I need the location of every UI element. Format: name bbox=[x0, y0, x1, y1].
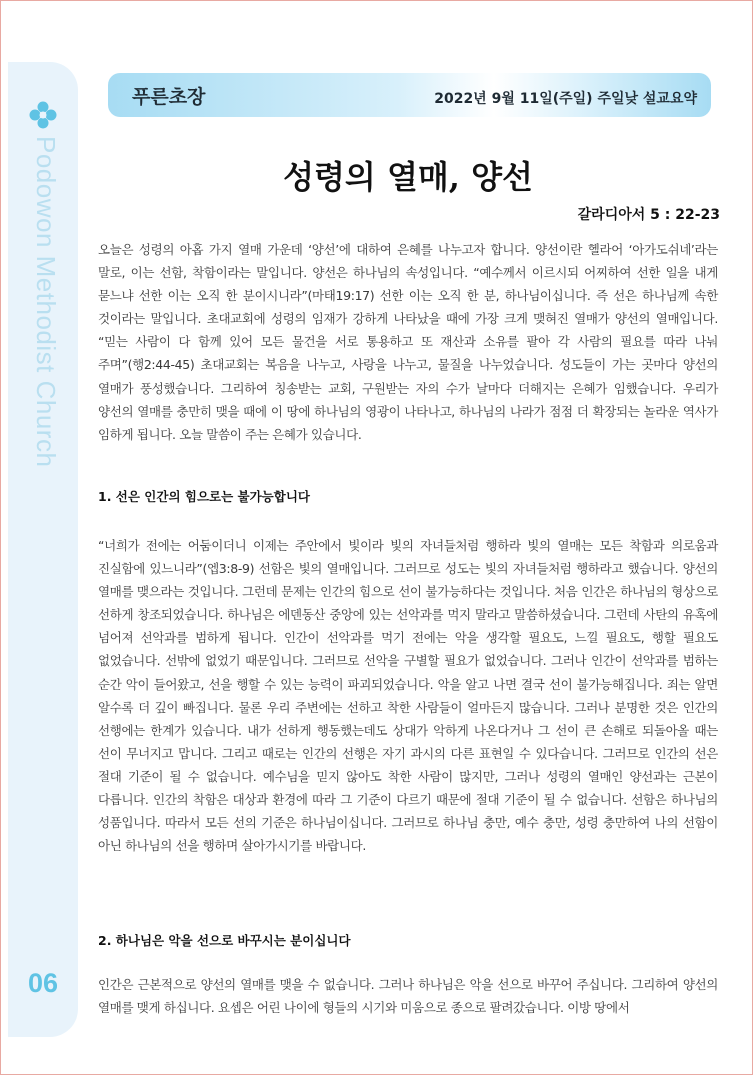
sermon-title: 성령의 열매, 양선 bbox=[283, 158, 533, 196]
intro-paragraph: 오늘은 성령의 아홉 가지 열매 가운데 ‘양선’에 대하여 은혜를 나누고자 합니다. 양선이란 헬라어 ‘아가도쉬네’라는 말로, 이는 선함, 착함이라는 말입니다. 양선은 하나님의 속성입니다. “예수께서 이르시되 어찌하여 선한 일을 내게 묻느냐 선한 이는 오직 한 분이시니라”(마태19:17) 선한 이는 오직 한 분, 하나님이십니다. 즉 선은 하나님께 속한 것이라는 말입니다. 초대교회에 성령의 임재가 강하게 나타났을 때에 가장 크게 맺혀진 열매가 양선의 열매입니다. “믿는 사람이 다 함께 있어 모든 물건을 서로 통용하고 또 재산과 소유를 팔아 각 사람의 필요를 따라 나눠 주며”(행2:44-45) 초대교회는 복음을 나누고, 사랑을 나누고, 물질을 나누었습니다. 성도들이 가는 곳마다 양선의 열매가 풍성했습니다. 그리하여 칭송받는 교회, 구원받는 자의 수가 날마다 더해지는 은혜가 임했습니다. 우리가 양선의 열매를 충만히 맺을 때에 이 땅에 하나님의 영광이 나타나고, 하나님의 나라가 점점 더 확장되는 놀라운 역사가 임하게 됩니다. 오늘 말씀이 주는 은혜가 있습니다. bbox=[98, 242, 718, 442]
church-name: Podowon Methodist Church bbox=[31, 136, 61, 468]
header-bar bbox=[108, 73, 711, 117]
page-number: 06 bbox=[28, 968, 59, 998]
section-body-2: 인간은 근본적으로 양선의 열매를 맺을 수 없습니다. 그러나 하나님은 악을 선으로 바꾸어 주십니다. 그리하여 양선의 열매를 맺게 하십니다. 요셉은 어린 나이에 형들의 시기와 미움으로 종으로 팔려갔습니다. 이방 땅에서 bbox=[98, 977, 718, 1016]
flower-cross-icon bbox=[28, 100, 58, 130]
scripture-reference: 갈라디아서 5 : 22-23 bbox=[577, 207, 720, 223]
section-label: 푸른초장 bbox=[132, 86, 206, 108]
section-heading-1: 1. 선은 인간의 힘으로는 불가능합니다 bbox=[98, 489, 310, 504]
section-body-1: “너희가 전에는 어둠이더니 이제는 주안에서 빛이라 빛의 자녀들처럼 행하라 빛의 열매는 모든 착함과 의로움과 진실함에 있느니라”(엡3:8-9) 선함은 빛의 열매입니다. 그러므로 성도는 빛의 자녀들처럼 행하라고 했습니다. 양선의 열매를 맺으라는 것입니다. 그런데 문제는 인간의 힘으로 선이 불가능하다는 것입니다. 처음 인간은 하나님의 형상으로 선하게 창조되었습니다. 하나님은 에덴동산 중앙에 있는 선악과를 먹지 말라고 말씀하셨습니다. 그런데 사탄의 유혹에 넘어져 선악과를 범하게 됩니다. 인간이 선악과를 먹기 전에는 악을 생각할 필요도, 느낄 필요도, 행할 필요도 없었습니다. 선밖에 없었기 때문입니다. 그러므로 선악을 구별할 필요가 없었습니다. 그러나 인간이 선악과를 범하는 순간 악이 들어왔고, 선을 행할 수 있는 능력이 파괴되었습니다. 악을 알고 나면 결국 선이 불가능해집니다. 죄는 알면 알수록 더 깊이 빠집니다. 물론 우리 주변에는 선하고 착한 사람들이 얼마든지 많습니다. 그러나 분명한 것은 인간의 선행에는 한계가 있습니다. 내가 선하게 행동했는데도 상대가 악하게 나온다거나 그 선이 큰 손해로 되돌아올 때는 선이 무너지고 맙니다. 그리고 때로는 인간의 선행은 자기 과시의 다른 표현일 수 있다습니다. 그러므로 인간의 선은 절대 기준이 될 수 없습니다. 예수님을 믿지 않아도 착한 사람이 많지만, 그러나 성령의 열매인 양선과는 근본이 다릅니다. 인간의 착함은 대상과 환경에 따라 그 기준이 다르기 때문에 절대 기준이 될 수 없습니다. 선함은 하나님의 성품입니다. 따라서 모든 선의 기준은 하나님이십니다. 그러므로 하나님 충만, 예수 충만, 성령 충만하여 나의 선함이 아닌 하나님의 선을 행하며 살아가시기를 바랍니다. bbox=[98, 538, 718, 854]
section-heading-2: 2. 하나님은 악을 선으로 바꾸시는 분이십니다 bbox=[98, 933, 351, 948]
sermon-date: 2022년 9월 11일(주일) 주일낮 설교요약 bbox=[434, 91, 697, 107]
